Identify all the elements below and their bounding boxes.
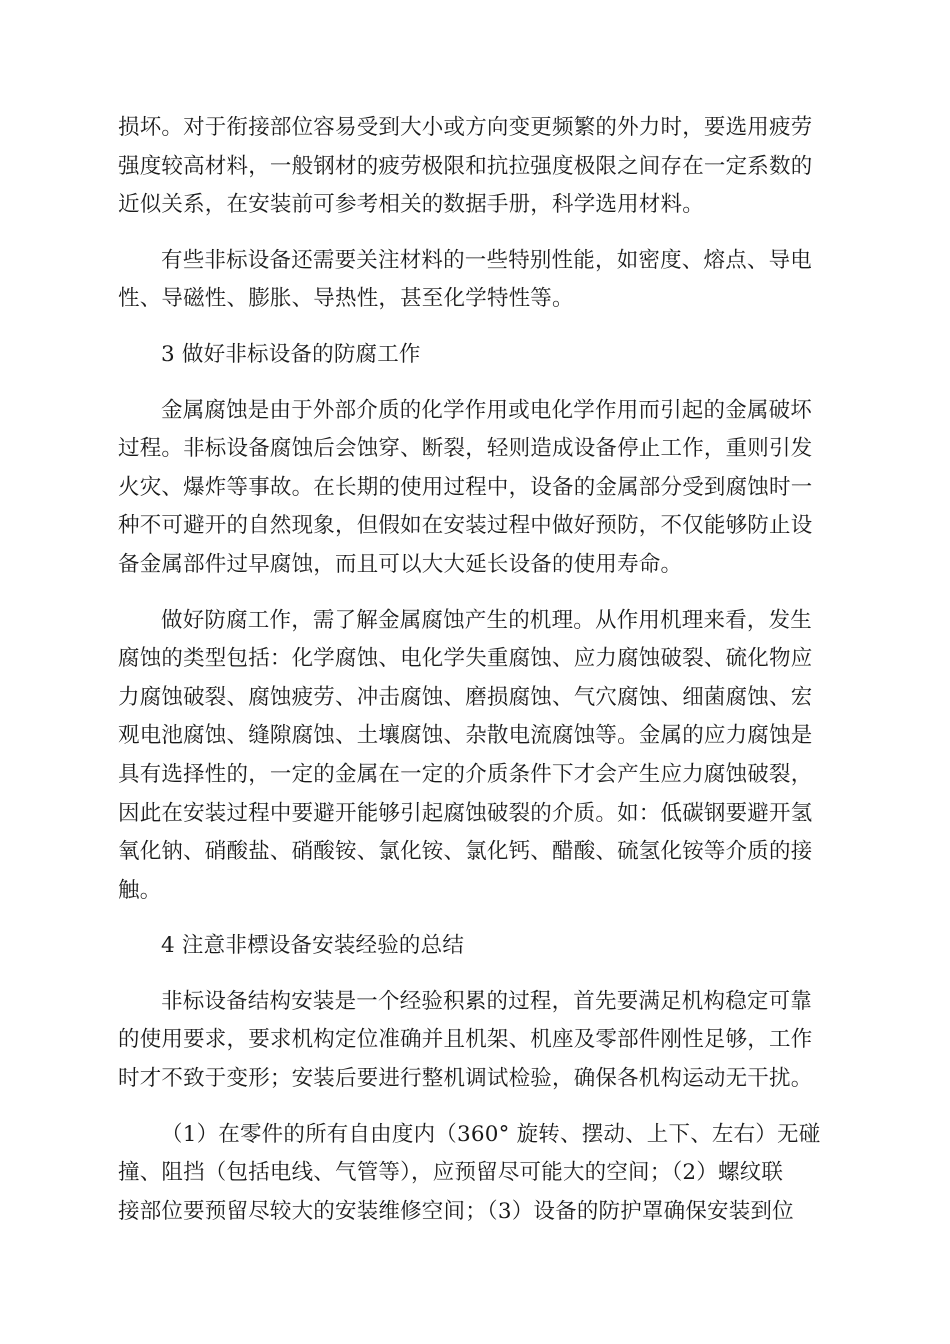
text-line: 备金属部件过早腐蚀，而且可以大大延长设备的使用寿命。 — [118, 551, 683, 577]
section-heading-4 — [118, 927, 834, 966]
text-line: 时才不致于变形；安装后要进行整机调试检验，确保各机构运动无干扰。 — [118, 1066, 813, 1092]
text-line: 因此在安装过程中要避开能够引起腐蚀破裂的介质。如：低碳钢要避开氢 — [118, 800, 813, 826]
text-line: 具有选择性的，一定的金属在一定的介质条件下才会产生应力腐蚀破裂， — [118, 761, 813, 787]
text-line: 损坏。对于衔接部位容易受到大小或方向变更频繁的外力时，要选用疲劳 — [118, 115, 813, 140]
document-body — [118, 109, 834, 1248]
text-line: 近似关系，在安装前可参考相关的数据手册，科学选用材料。 — [118, 192, 704, 218]
text-line: 接部位要预留尽较大的安装维修空间；（3）设备的防护罩确保安装到位 — [118, 1198, 794, 1224]
text-line: 金属腐蚀是由于外部介质的化学作用或电化学作用而引起的金属破坏 — [161, 397, 813, 423]
paragraph-material-fatigue — [118, 109, 834, 225]
text-line: 力腐蚀破裂、腐蚀疲劳、冲击腐蚀、磨损腐蚀、气穴腐蚀、细菌腐蚀、宏 — [118, 684, 813, 710]
text-line: 强度较高材料，一般钢材的疲劳极限和抗拉强度极限之间存在一定系数的 — [118, 153, 813, 179]
text-line: 性、导磁性、膨胀、导热性，甚至化学特性等。 — [118, 286, 574, 312]
text-line: 的使用要求，要求机构定位准确并且机架、机座及零部件刚性足够，工作 — [118, 1027, 813, 1053]
paragraph-metal-corrosion — [118, 392, 834, 585]
paragraph-installation-requirements — [118, 1116, 834, 1232]
text-line: 有些非标设备还需要关注材料的一些特别性能，如密度、熔点、导电 — [161, 247, 813, 273]
text-line: 做好防腐工作，需了解金属腐蚀产生的机理。从作用机理来看，发生 — [161, 607, 813, 633]
text-line: 撞、阻挡（包括电线、气管等），应预留尽可能大的空间；（2）螺纹联 — [118, 1160, 784, 1186]
text-line: 非标设备结构安装是一个经验积累的过程，首先要满足机构稳定可靠 — [161, 988, 813, 1014]
text-line: 腐蚀的类型包括：化学腐蚀、电化学失重腐蚀、应力腐蚀破裂、硫化物应 — [118, 646, 813, 672]
text-line: 触。 — [118, 877, 162, 903]
text-line: 观电池腐蚀、缝隙腐蚀、土壤腐蚀、杂散电流腐蚀等。金属的应力腐蚀是 — [118, 723, 813, 749]
text-line: （1）在零件的所有自由度内（360° 旋转、摆动、上下、左右）无碰 — [161, 1121, 821, 1147]
paragraph-installation-experience — [118, 983, 834, 1099]
section-heading-3 — [118, 336, 834, 375]
text-line: 氧化钠、硝酸盐、硝酸铵、氯化铵、氯化钙、醋酸、硫氢化铵等介质的接 — [118, 839, 813, 865]
text-line: 火灾、爆炸等事故。在长期的使用过程中，设备的金属部分受到腐蚀时一 — [118, 474, 813, 500]
text-line: 过程。非标设备腐蚀后会蚀穿、断裂，轻则造成设备停止工作，重则引发 — [118, 436, 813, 462]
paragraph-special-properties — [118, 242, 834, 319]
heading-text: 4 注意非標设备安装经验的总结 — [161, 933, 465, 959]
heading-text: 3 做好非标设备的防腐工作 — [161, 341, 421, 367]
paragraph-corrosion-types — [118, 602, 834, 911]
text-line: 种不可避开的自然现象，但假如在安装过程中做好预防，不仅能够防止设 — [118, 513, 813, 539]
